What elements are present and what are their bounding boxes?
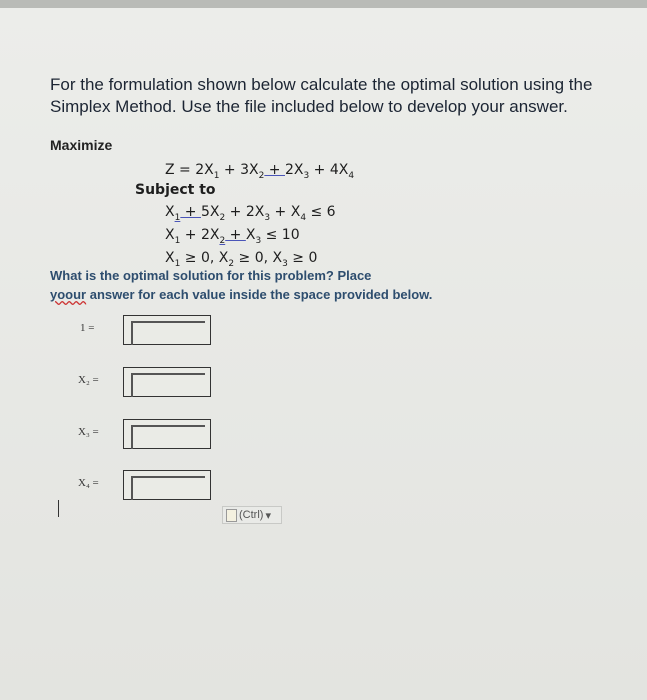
- window-top-bar: [0, 0, 647, 8]
- chevron-down-icon: ▾: [265, 509, 271, 522]
- answer-input-x4[interactable]: [123, 470, 211, 500]
- constraint-1: $X_1 + 5X_2 + 2X_3 + X_4 \le 6$: [165, 204, 336, 223]
- clipboard-icon: [226, 509, 237, 522]
- paste-options-button[interactable]: [222, 506, 282, 524]
- constraint-2: $X_1 + 2X_2 + X_3 \le 10$: [165, 227, 300, 246]
- constraint-nonnegativity: $X_1 \ge 0$, $X_2 \ge 0$, $X_3 \ge 0$: [165, 250, 318, 269]
- paste-options-label: (Ctrl): [239, 509, 264, 521]
- answer-label-x4: X₄ =: [78, 477, 99, 489]
- answer-input-x1[interactable]: [123, 315, 211, 345]
- question-line-1: What is the optimal solution for this problem? Place: [50, 268, 372, 283]
- intro-line-2: Simplex Method. Use the file included below to develop your answer.: [50, 97, 568, 116]
- question-line-2: yoour answer for each value inside the space provided below.: [50, 287, 433, 302]
- maximize-label: Maximize: [50, 137, 113, 153]
- answer-label-x1: 1 =: [80, 322, 95, 334]
- text-cursor: [58, 500, 59, 517]
- answer-input-x2[interactable]: [123, 367, 211, 397]
- answer-input-x3[interactable]: [123, 419, 211, 449]
- objective-function: $Z = 2X_1 + 3X_2 + 2X_3 + 4X_4$: [165, 162, 355, 181]
- intro-text: [50, 74, 592, 118]
- answer-label-x3: X₃ =: [78, 426, 99, 438]
- subject-to-label: Subject to: [135, 182, 216, 198]
- answer-label-x2: X₂ =: [78, 374, 99, 386]
- intro-line-1: For the formulation shown below calculate the optimal solution using the: [50, 75, 593, 94]
